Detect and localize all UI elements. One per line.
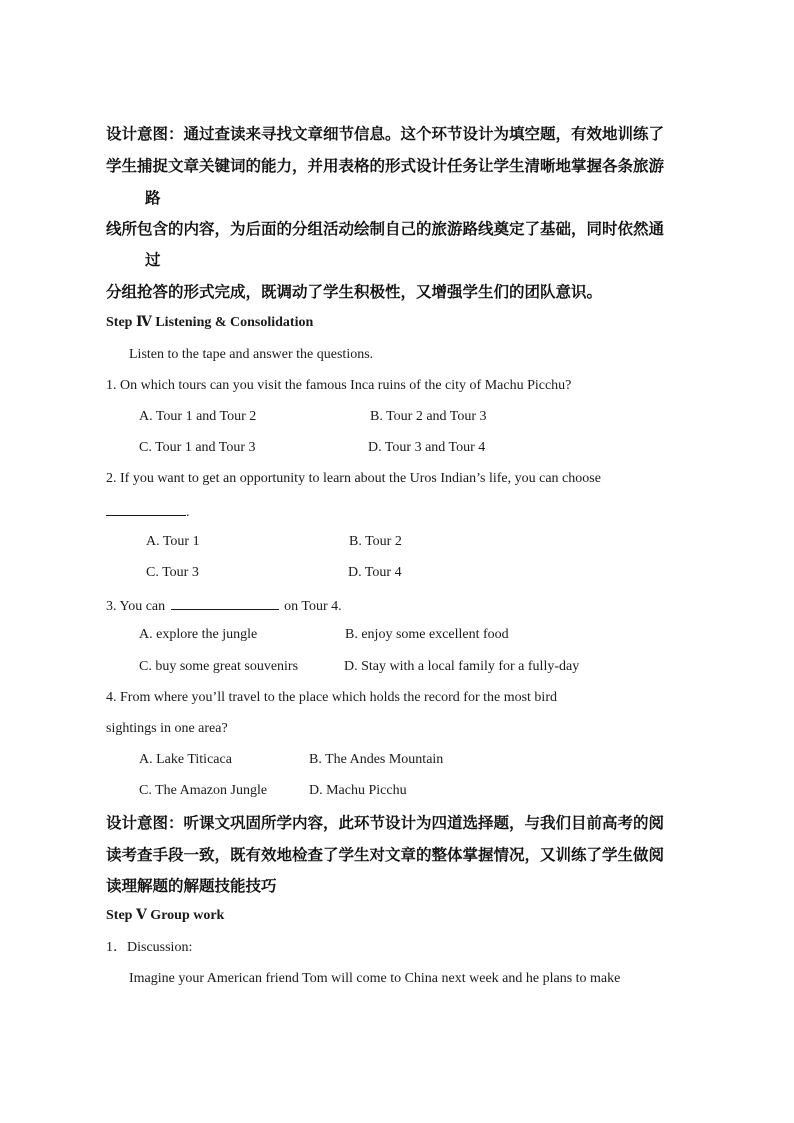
design-intent-2-line-3: 读理解题的解题技能技巧	[106, 877, 277, 895]
question-1-option-a: A. Tour 1 and Tour 2	[139, 409, 257, 424]
question-2-blank-end: .	[186, 505, 190, 520]
design-intent-1-line-4: 线所包含的内容，为后面的分组活动绘制自己的旅游路线奠定了基础，同时依然通	[106, 220, 665, 238]
step-4-heading: Step Ⅳ Listening & Consolidation	[106, 315, 314, 330]
design-intent-2-line-2: 读考查手段一致，既有效地检查了学生对文章的整体掌握情况，又训练了学生做阅	[106, 846, 665, 864]
question-1-option-c: C. Tour 1 and Tour 3	[139, 440, 256, 455]
step-5-heading: Step Ⅴ Group work	[106, 908, 225, 923]
listening-instruction: Listen to the tape and answer the questions.	[129, 347, 374, 362]
question-2-option-c: C. Tour 3	[146, 565, 199, 580]
design-intent-1-line-3: 路	[145, 189, 161, 207]
question-1-stem: 1. On which tours can you visit the famous Inca ruins of the city of Machu Picchu?	[106, 378, 572, 393]
question-2-option-a: A. Tour 1	[146, 534, 200, 549]
question-3-option-a: A. explore the jungle	[139, 627, 258, 642]
question-1-option-b: B. Tour 2 and Tour 3	[370, 409, 487, 424]
design-intent-2-line-1: 设计意图：听课文巩固所学内容，此环节设计为四道选择题，与我们目前高考的阅	[106, 814, 665, 832]
design-intent-1-line-2: 学生捕捉文章关键词的能力，并用表格的形式设计任务让学生清晰地掌握各条旅游	[106, 157, 665, 175]
question-3-option-b: B. enjoy some excellent food	[345, 627, 509, 642]
question-4-option-d: D. Machu Picchu	[309, 783, 407, 798]
question-3-stem-start: 3. You can	[106, 599, 166, 614]
question-4-option-a: A. Lake Titicaca	[139, 752, 232, 767]
design-intent-1-line-6: 分组抢答的形式完成，既调动了学生积极性，又增强学生们的团队意识。	[106, 283, 603, 301]
design-intent-1-line-1: 设计意图：通过查读来寻找文章细节信息。这个环节设计为填空题，有效地训练了	[106, 125, 665, 143]
question-3-option-d: D. Stay with a local family for a fully-day	[344, 659, 580, 674]
question-3-stem	[106, 595, 342, 616]
answer-blank	[171, 595, 279, 610]
question-3-option-c: C. buy some great souvenirs	[139, 659, 299, 674]
question-4-stem-line-2: sightings in one area?	[106, 721, 228, 736]
question-4-option-b: B. The Andes Mountain	[309, 752, 444, 767]
discussion-text: Imagine your American friend Tom will come to China next week and he plans to make	[129, 971, 621, 986]
question-4-option-c: C. The Amazon Jungle	[139, 783, 268, 798]
question-2-option-d: D. Tour 4	[348, 565, 402, 580]
question-2-option-b: B. Tour 2	[349, 534, 402, 549]
question-1-option-d: D. Tour 3 and Tour 4	[368, 440, 486, 455]
answer-blank	[106, 501, 186, 516]
design-intent-1-line-5: 过	[145, 251, 161, 269]
question-4-stem-line-1: 4. From where you’ll travel to the place which holds the record for the most bird	[106, 690, 557, 705]
discussion-item: 1．Discussion:	[106, 940, 193, 955]
question-2-answer-line	[106, 501, 190, 522]
question-3-stem-end: on Tour 4.	[284, 599, 342, 614]
question-2-stem: 2. If you want to get an opportunity to learn about the Uros Indian’s life, you can choose	[106, 471, 601, 486]
